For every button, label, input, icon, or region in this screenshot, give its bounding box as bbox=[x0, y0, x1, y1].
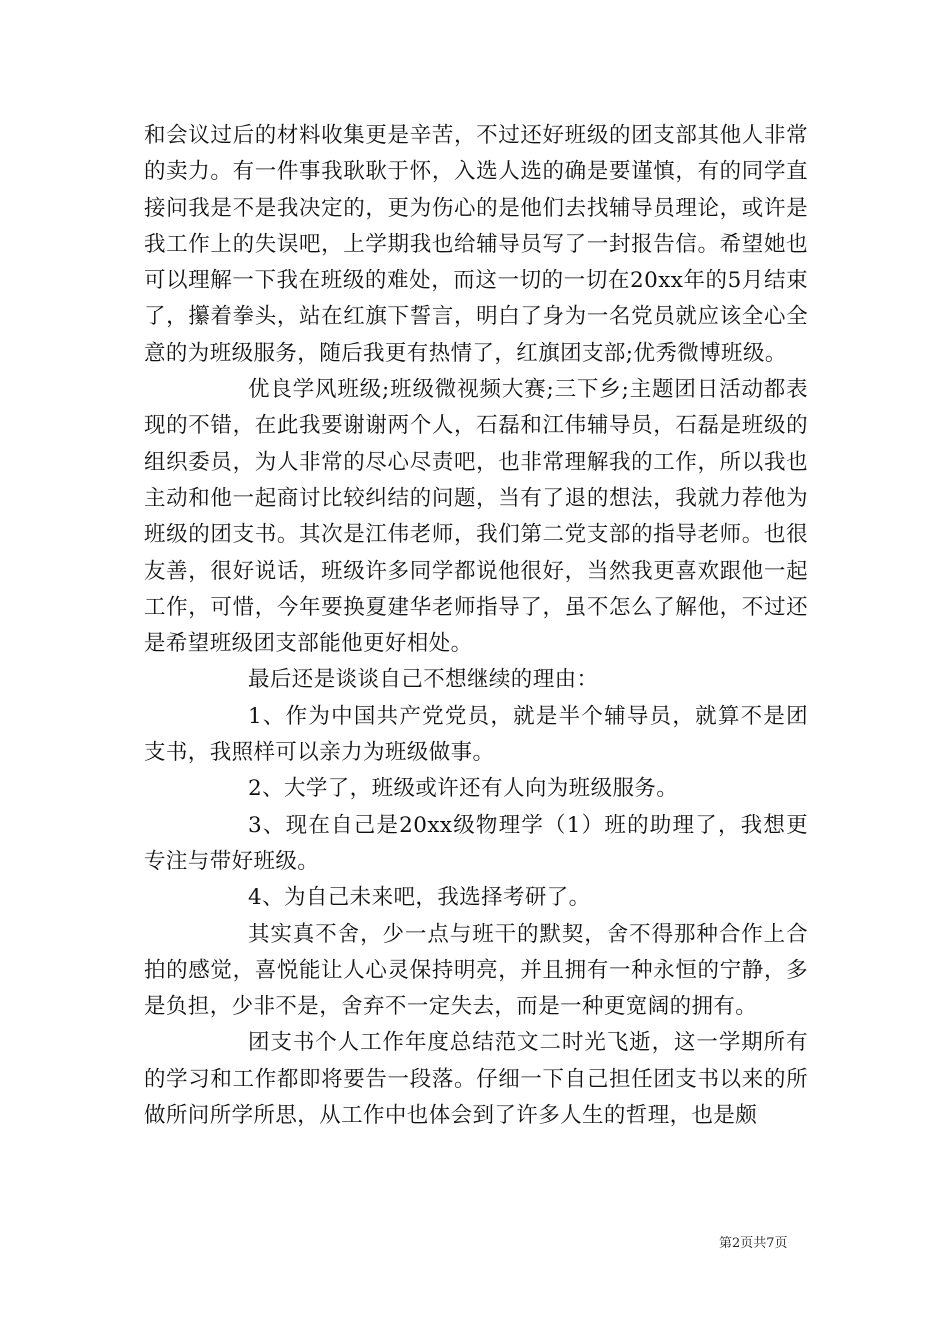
list-item-1: 1、作为中国共产党党员，就是半个辅导员，就算不是团支书，我照样可以亲力为班级做事。 bbox=[144, 703, 808, 766]
paragraph-4: 其实真不舍，少一点与班干的默契，舍不得那种合作上合拍的感觉，喜悦能让人心灵保持明亮，并且拥有一种永恒的宁静，多是负担，少非不是，舍弃不一定失去，而是一种更宽阔的拥有。 bbox=[144, 921, 808, 1020]
paragraph-2: 优良学风班级;班级微视频大赛;三下乡;主题团日活动都表现的不错，在此我要谢谢两个人，石磊和江伟辅导员，石磊是班级的组织委员，为人非常的尽心尽责吧，也非常理解我的工作，所以我也主动和他一起商讨比较纠结的问题，当有了退的想法，我就力荐他为班级的团支书。其次是江伟老师，我们第二党支部的指导老师。也很友善，很好说话，班级许多同学都说他很好，当然我更喜欢跟他一起工作，可惜，今年要换夏建华老师指导了，虽不怎么了解他，不过还是希望班级团支部能他更好相处。 bbox=[144, 377, 808, 657]
list-item-4: 4、为自己未来吧，我选择考研了。 bbox=[248, 885, 591, 911]
paragraph-1: 和会议过后的材料收集更是辛苦，不过还好班级的团支部其他人非常的卖力。有一件事我耿耿于怀，入选人选的确是要谨慎，有的同学直接问我是不是我决定的，更为伤心的是他们去找辅导员理论，或许是我工作上的失误吧，上学期我也给辅导员写了一封报告信。希望她也可以理解一下我在班级的难处，而这一切的一切在20xx年的5月结束了，攥着拳头，站在红旗下誓言，明白了身为一名党员就应该全心全意的为班级服务，随后我更有热情了，红旗团支部;优秀微博班级。 bbox=[144, 123, 808, 366]
list-item-3: 3、现在自己是20xx级物理学（1）班的助理了，我想更专注与带好班级。 bbox=[144, 812, 808, 874]
paragraph-5: 团支书个人工作年度总结范文二时光飞逝，这一学期所有的学习和工作都即将要告一段落。仔细一下自己担任团支书以来的所做所问所学所思，从工作中也体会到了许多人生的哲理，也是颇 bbox=[144, 1030, 808, 1129]
page-number-footer: 第2页共7页 bbox=[719, 1236, 788, 1251]
list-item-2: 2、大学了，班级或许还有人向为班级服务。 bbox=[248, 776, 679, 802]
paragraph-3: 最后还是谈谈自己不想继续的理由： bbox=[248, 667, 599, 693]
body-text bbox=[144, 118, 808, 1134]
